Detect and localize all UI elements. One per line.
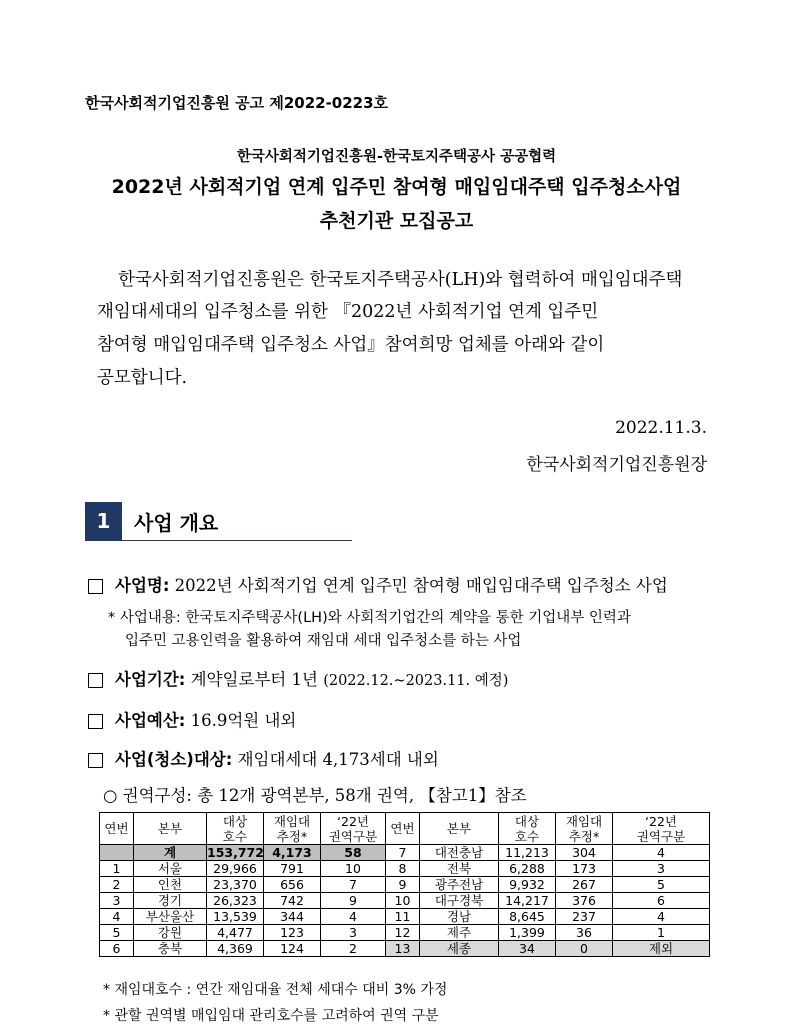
item-label: 사업예산:: [115, 711, 186, 730]
item-value: 2022년 사회적기업 연계 입주민 참여형 매입임대주택 입주청소 사업: [174, 576, 668, 595]
table-cell: 제외: [613, 941, 710, 957]
col-header-no: 연번: [386, 813, 420, 845]
table-cell: 9: [321, 893, 386, 909]
table-cell: 11,213: [499, 845, 556, 861]
section-number-badge: 1: [85, 502, 122, 540]
total-households: 153,772: [207, 845, 264, 860]
business-content-note: 입주민 고용인력을 활용하여 재임대 세대 입주청소를 하는 사업: [125, 633, 522, 649]
table-cell: 6: [100, 941, 134, 957]
table-cell: 237: [556, 909, 613, 925]
table-cell: 173: [556, 861, 613, 877]
table-cell: 7: [386, 845, 420, 861]
table-cell: 124: [264, 941, 321, 957]
table-cell: 경남: [420, 909, 499, 925]
table-cell: 부산울산: [134, 909, 207, 925]
section-underline: [85, 540, 352, 541]
table-cell: 13: [386, 941, 420, 957]
checkbox-icon: [88, 579, 103, 594]
table-row: [100, 925, 710, 941]
item-label: 사업기간:: [115, 670, 186, 689]
table-cell: 34: [499, 941, 556, 957]
checkbox-icon: [88, 714, 103, 729]
table-cell: 11: [386, 909, 420, 925]
table-row: [100, 877, 710, 893]
table-cell: 2: [321, 941, 386, 957]
business-period-item: [88, 666, 508, 690]
table-cell: 4,369: [207, 941, 264, 957]
signer: 한국사회적기업진흥원장: [526, 455, 707, 475]
item-label: 사업명:: [115, 576, 170, 595]
checkbox-icon: [88, 753, 103, 768]
table-row: [100, 909, 710, 925]
table-cell: 8,645: [499, 909, 556, 925]
table-row: [100, 941, 710, 957]
intro-paragraph-line: 한국사회적기업진흥원은 한국토지주택공사(LH)와 협력하여 매입임대주택: [118, 270, 683, 290]
table-cell: 강원: [134, 925, 207, 941]
table-cell: 7: [321, 877, 386, 893]
business-target-item: [88, 746, 439, 770]
table-cell: 4,477: [207, 925, 264, 941]
table-cell: 5: [613, 877, 710, 893]
table-cell: 1,399: [499, 925, 556, 941]
total-label: 계: [134, 845, 207, 861]
table-cell: 충북: [134, 941, 207, 957]
table-cell: 세종: [420, 941, 499, 957]
table-cell: 1: [100, 861, 134, 877]
table-footnote: * 재임대호수 : 연간 재임대율 전체 세대수 대비 3% 가정: [103, 982, 448, 998]
table-row: [100, 845, 710, 861]
table-row: [100, 861, 710, 877]
table-cell: 26,323: [207, 893, 264, 909]
table-cell: 8: [386, 861, 420, 877]
region-table: [99, 812, 710, 957]
table-cell: 광주전남: [420, 877, 499, 893]
pre-title: 한국사회적기업진흥원-한국토지주택공사 공공협력: [236, 149, 557, 165]
table-cell: 전북: [420, 861, 499, 877]
announcement-date: 2022.11.3.: [615, 418, 707, 438]
table-cell: 656: [264, 877, 321, 893]
intro-paragraph-line: 재임대세대의 입주청소를 위한 『2022년 사회적기업 연계 입주민: [97, 302, 599, 322]
table-cell: 9,932: [499, 877, 556, 893]
document-title-line1: 2022년 사회적기업 연계 입주민 참여형 매입임대주택 입주청소사업: [111, 176, 682, 198]
table-cell: 6,288: [499, 861, 556, 877]
table-cell: 3: [613, 861, 710, 877]
table-cell: 4: [100, 909, 134, 925]
business-name-item: [88, 572, 668, 596]
table-cell: 123: [264, 925, 321, 941]
table-cell: 3: [100, 893, 134, 909]
table-cell: 4: [321, 909, 386, 925]
table-cell: 0: [556, 941, 613, 957]
table-cell: 12: [386, 925, 420, 941]
table-cell: 13,539: [207, 909, 264, 925]
col-header-hq: 본부: [420, 813, 499, 845]
table-cell: 344: [264, 909, 321, 925]
table-cell: 인천: [134, 877, 207, 893]
business-budget-item: [88, 707, 296, 731]
table-cell: 267: [556, 877, 613, 893]
table-cell: 4: [613, 845, 710, 861]
table-cell: 경기: [134, 893, 207, 909]
table-cell: 9: [386, 877, 420, 893]
table-cell: 제주: [420, 925, 499, 941]
table-cell: 1: [613, 925, 710, 941]
table-cell: 2: [100, 877, 134, 893]
table-cell: 14,217: [499, 893, 556, 909]
col-header-zones: ‘22년 권역구분: [321, 813, 386, 845]
total-reletting: 4,173: [264, 845, 321, 861]
table-cell: 36: [556, 925, 613, 941]
table-cell: 23,370: [207, 877, 264, 893]
table-cell: 5: [100, 925, 134, 941]
section-title: 사업 개요: [134, 511, 219, 535]
col-header-zones: ‘22년 권역구분: [613, 813, 710, 845]
table-cell: 10: [386, 893, 420, 909]
intro-paragraph-line: 참여형 매입임대주택 입주청소 사업』참여희망 업체를 아래와 같이: [97, 335, 605, 355]
business-content-note: * 사업내용: 한국토지주택공사(LH)와 사회적기업간의 계약을 통한 기업내부 인력과: [108, 610, 631, 626]
notice-number: 한국사회적기업진흥원 공고 제2022-0223호: [85, 94, 389, 112]
document-title-line2: 추천기관 모집공고: [319, 210, 474, 232]
table-cell: [100, 845, 134, 861]
table-cell: 304: [556, 845, 613, 861]
col-header-reletting: 재임대 추정*: [556, 813, 613, 845]
col-header-hq: 본부: [134, 813, 207, 845]
table-cell: 대전충남: [420, 845, 499, 861]
table-footnote: * 관할 권역별 매입임대 관리호수를 고려하여 권역 구분: [103, 1008, 439, 1024]
table-header-row: [100, 813, 710, 845]
item-note: (2022.12.~2023.11. 예정): [323, 673, 509, 689]
table-cell: 10: [321, 861, 386, 877]
table-cell: 서울: [134, 861, 207, 877]
intro-paragraph-line: 공모합니다.: [97, 368, 188, 388]
table-row: [100, 893, 710, 909]
item-label: 사업(청소)대상:: [115, 750, 233, 769]
checkbox-icon: [88, 673, 103, 688]
col-header-no: 연번: [100, 813, 134, 845]
table-cell: 3: [321, 925, 386, 941]
col-header-reletting: 재임대 추정*: [264, 813, 321, 845]
col-header-households: 대상 호수: [499, 813, 556, 845]
item-value: 계약일로부터 1년: [190, 670, 318, 689]
item-value: 16.9억원 내외: [190, 711, 297, 730]
col-header-households: 대상 호수: [207, 813, 264, 845]
table-cell: 6: [613, 893, 710, 909]
table-cell: 376: [556, 893, 613, 909]
total-zones: 58: [321, 845, 386, 861]
item-value: 재임대세대 4,173세대 내외: [237, 750, 439, 769]
table-cell: 대구경북: [420, 893, 499, 909]
table-cell: 29,966: [207, 861, 264, 877]
region-composition-line: ○ 권역구성: 총 12개 광역본부, 58개 권역, 【참고1】참조: [103, 786, 527, 805]
table-cell: 742: [264, 893, 321, 909]
table-cell: 4: [613, 909, 710, 925]
table-cell: 791: [264, 861, 321, 877]
